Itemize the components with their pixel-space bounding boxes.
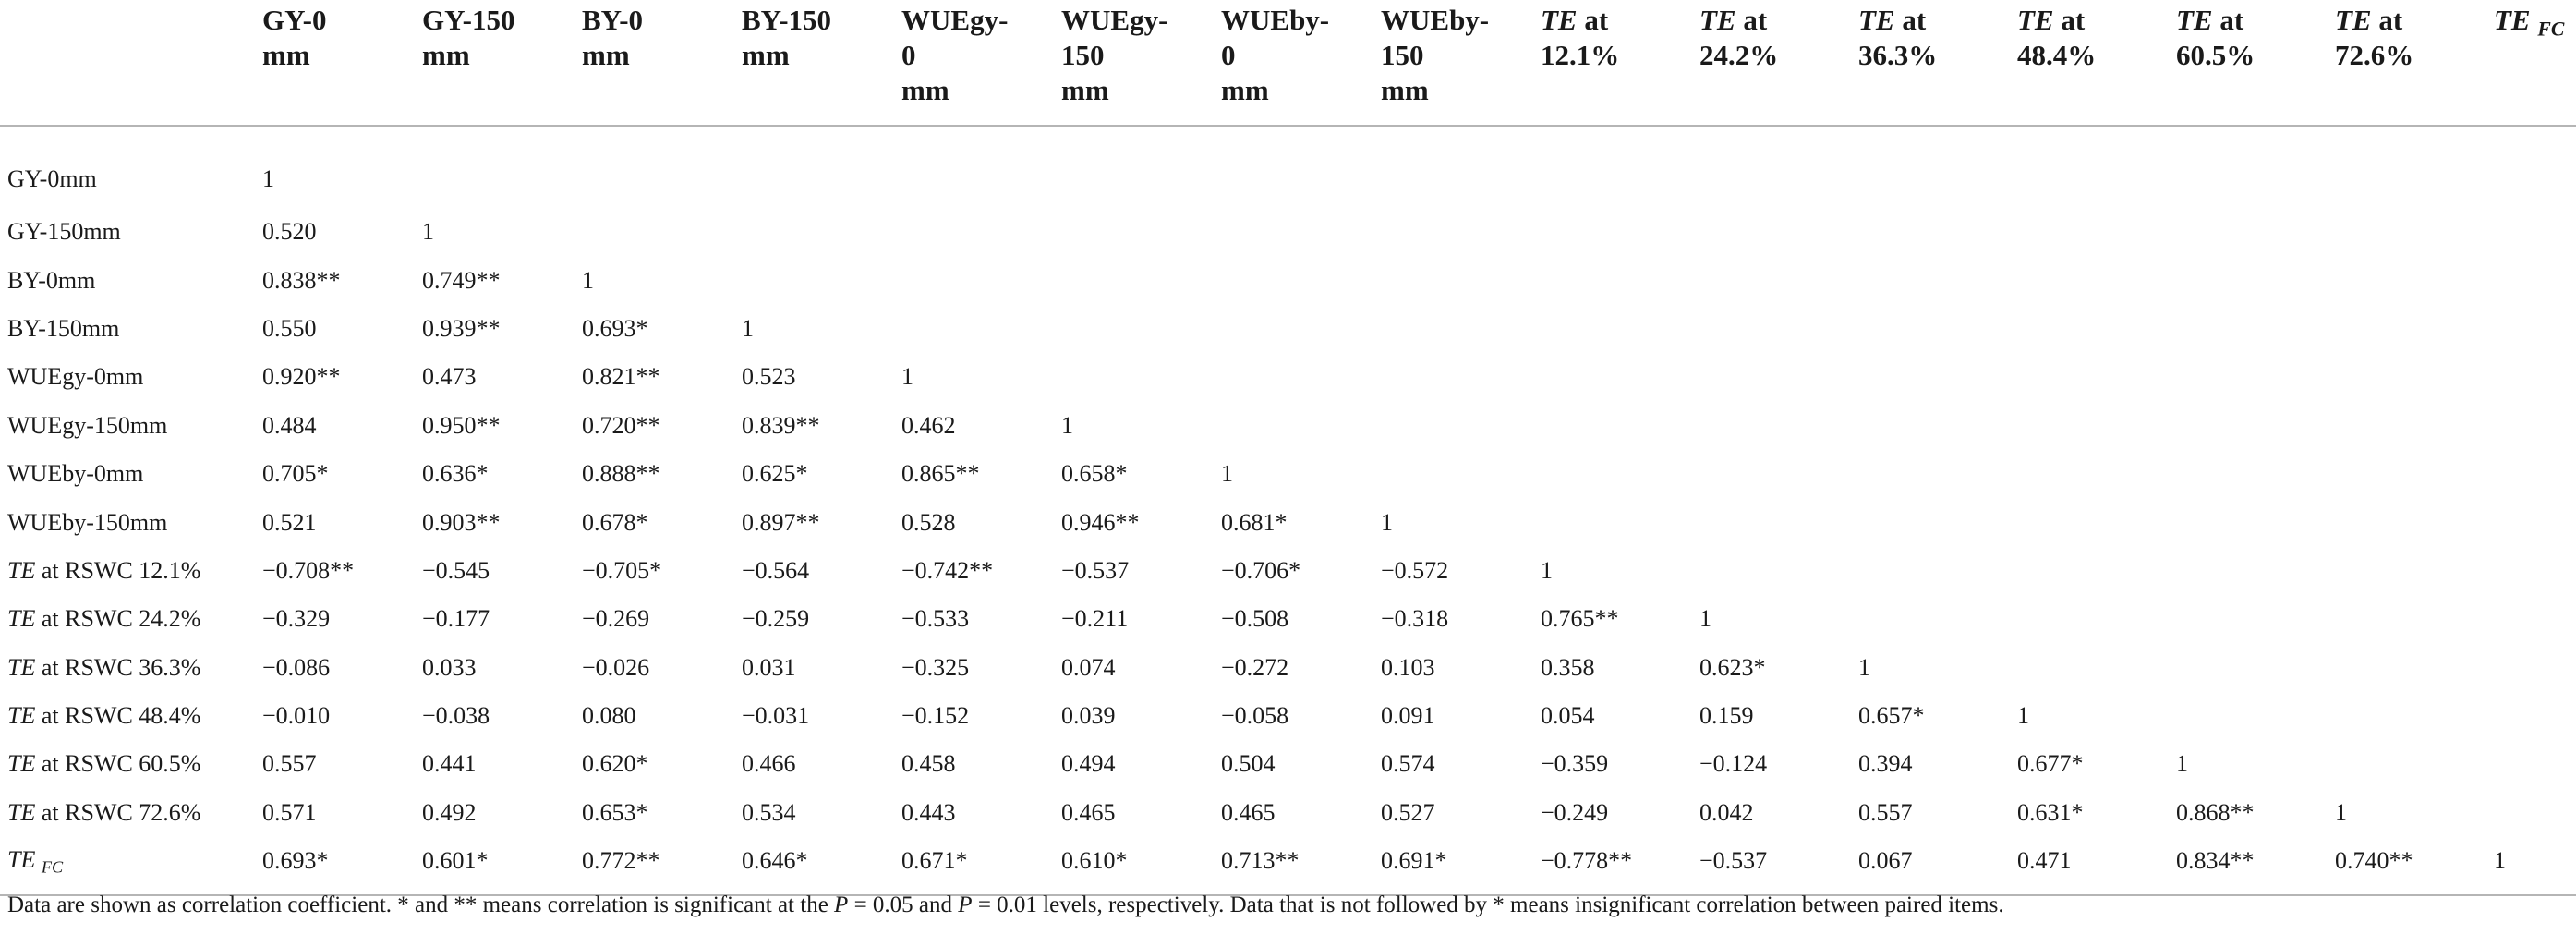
table-cell <box>1679 498 1838 546</box>
table-cell <box>2315 498 2473 546</box>
table-cell: 0.693* <box>262 847 329 875</box>
table-cell <box>1679 256 1838 304</box>
table-cell: 0.705* <box>262 460 329 488</box>
table-cell: 1 <box>742 314 754 342</box>
table-cell <box>1361 450 1520 498</box>
column-header: TE at 12.1% <box>1541 4 1620 71</box>
table-cell <box>2315 450 2473 498</box>
table-cell <box>721 126 881 208</box>
column-header: TE at 60.5% <box>2176 4 2256 71</box>
table-cell: 0.740** <box>2335 847 2413 875</box>
column-header: TE at 48.4% <box>2017 4 2097 71</box>
column-header: WUEgy- 150 mm <box>1061 4 1168 106</box>
table-cell <box>562 126 721 208</box>
table-cell <box>2156 208 2315 256</box>
table-cell <box>1520 402 1679 450</box>
table-cell: −0.705* <box>582 556 662 584</box>
row-label: TE $_{FC}$ <box>7 845 64 876</box>
table-cell: 0.920** <box>262 363 341 391</box>
table-cell: 1 <box>262 165 274 192</box>
table-cell <box>2473 450 2576 498</box>
table-cell: 0.821** <box>582 363 660 391</box>
table-cell: 0.897** <box>742 508 820 536</box>
table-cell: 0.091 <box>1381 702 1435 730</box>
table-cell <box>1997 256 2156 304</box>
row-label: WUEby-0mm <box>7 460 144 488</box>
table-cell: 0.571 <box>262 798 317 826</box>
table-cell <box>1997 450 2156 498</box>
table-cell: −0.211 <box>1061 605 1129 633</box>
table-cell: −0.325 <box>901 653 970 681</box>
row-label: GY-0mm <box>7 165 97 192</box>
table-cell: 0.534 <box>742 798 796 826</box>
table-cell: 0.950** <box>422 411 501 439</box>
table-cell: −0.058 <box>1221 702 1289 730</box>
table-cell: 0.865** <box>901 460 980 488</box>
table-cell: −0.124 <box>1699 750 1768 778</box>
table-cell <box>1997 402 2156 450</box>
table-cell: 1 <box>1221 460 1233 488</box>
table-footnote: Data are shown as correlation coefficient. * and ** means correlation is significant at the P = 0.05 and P = 0.01 levels, respectively. Data that is not followed by * means insignificant correlation between paired items. <box>7 892 2004 917</box>
table-cell <box>721 208 881 256</box>
table-cell: 0.443 <box>901 798 956 826</box>
table-body <box>0 126 2576 895</box>
table-cell <box>881 256 1041 304</box>
column-header: TE at 72.6% <box>2335 4 2414 71</box>
table-cell <box>2315 208 2473 256</box>
table-cell: 1 <box>1541 556 1553 584</box>
table-cell <box>1997 305 2156 353</box>
table-cell <box>1201 208 1361 256</box>
table-cell: 0.631* <box>2017 798 2084 826</box>
table-cell: −0.537 <box>1061 556 1130 584</box>
table-cell <box>1520 256 1679 304</box>
table-cell <box>1997 498 2156 546</box>
table-row <box>0 256 2576 304</box>
table-cell: −0.318 <box>1381 605 1449 633</box>
column-header: TE at 24.2% <box>1699 4 1779 71</box>
table-cell <box>2156 256 2315 304</box>
column-header: BY-150 mm <box>742 4 832 71</box>
table-cell: −0.177 <box>422 605 490 633</box>
table-cell: 1 <box>2494 847 2506 875</box>
table-cell: 0.466 <box>742 750 796 778</box>
table-cell: 0.521 <box>262 508 317 536</box>
column-header: GY-0 mm <box>262 4 327 71</box>
column-header: WUEby- 0 mm <box>1221 4 1330 106</box>
table-cell <box>1520 450 1679 498</box>
table-cell: 0.574 <box>1381 750 1435 778</box>
table-row <box>0 402 2576 450</box>
table-cell <box>1997 353 2156 401</box>
table-row <box>0 498 2576 546</box>
header-row <box>0 0 2576 126</box>
table-cell <box>2473 547 2576 595</box>
table-cell <box>1679 450 1838 498</box>
table-cell <box>2315 692 2473 740</box>
row-label: TE at RSWC 72.6% <box>7 798 201 826</box>
table-cell: 0.658* <box>1061 460 1128 488</box>
table-cell: 0.520 <box>262 218 317 246</box>
table-cell: 0.625* <box>742 460 808 488</box>
table-cell: 0.527 <box>1381 798 1435 826</box>
table-cell: 0.473 <box>422 363 477 391</box>
table-cell: −0.706* <box>1221 556 1301 584</box>
table-cell <box>881 126 1041 208</box>
table-cell: −0.778** <box>1541 847 1633 875</box>
table-cell: 0.159 <box>1699 702 1754 730</box>
table-cell <box>1997 126 2156 208</box>
table-row <box>0 305 2576 353</box>
table-cell: 0.031 <box>742 653 796 681</box>
table-cell: 0.054 <box>1541 702 1595 730</box>
table-cell: 1 <box>2335 798 2347 826</box>
table-cell <box>2156 402 2315 450</box>
table-cell <box>2473 789 2576 837</box>
table-cell <box>2473 498 2576 546</box>
table-cell <box>2473 402 2576 450</box>
table-cell: 0.039 <box>1061 702 1116 730</box>
table-cell: 0.671* <box>901 847 968 875</box>
row-label: TE at RSWC 24.2% <box>7 605 201 633</box>
table-cell <box>1997 208 2156 256</box>
table-cell: 0.765** <box>1541 605 1619 633</box>
table-cell <box>1997 644 2156 692</box>
table-cell: 0.033 <box>422 653 477 681</box>
row-label: TE at RSWC 60.5% <box>7 750 201 778</box>
table-cell <box>1041 305 1201 353</box>
table-cell: 0.080 <box>582 702 636 730</box>
table-cell <box>2315 644 2473 692</box>
table-cell <box>2473 353 2576 401</box>
table-cell: −0.508 <box>1221 605 1289 633</box>
table-cell: 0.465 <box>1061 798 1116 826</box>
table-cell <box>2156 450 2315 498</box>
table-row <box>0 692 2576 740</box>
table-row <box>0 450 2576 498</box>
table-cell: 0.550 <box>262 314 317 342</box>
table-row <box>0 595 2576 643</box>
table-cell <box>2473 644 2576 692</box>
table-cell: 0.523 <box>742 363 796 391</box>
table-cell <box>2315 595 2473 643</box>
table-cell: 1 <box>582 266 594 294</box>
table-cell <box>2156 692 2315 740</box>
table-cell: 0.610* <box>1061 847 1128 875</box>
row-label: TE at RSWC 12.1% <box>7 556 201 584</box>
table-cell <box>2473 740 2576 788</box>
table-cell <box>1838 256 1997 304</box>
table-cell: 1 <box>1381 508 1393 536</box>
table-cell <box>1838 498 1997 546</box>
table-cell: 0.681* <box>1221 508 1288 536</box>
table-row <box>0 353 2576 401</box>
table-cell: −0.329 <box>262 605 331 633</box>
table-cell: −0.537 <box>1699 847 1768 875</box>
table-cell: 0.620* <box>582 750 648 778</box>
table-cell: 0.653* <box>582 798 648 826</box>
table-cell <box>2315 402 2473 450</box>
table-cell <box>1201 402 1361 450</box>
header-corner <box>0 0 242 126</box>
table-cell <box>2156 547 2315 595</box>
table-cell: 0.484 <box>262 411 317 439</box>
table-cell <box>1838 402 1997 450</box>
table-cell <box>1201 126 1361 208</box>
table-cell: 0.839** <box>742 411 820 439</box>
table-cell <box>1361 126 1520 208</box>
table-cell: 0.528 <box>901 508 956 536</box>
table-cell: −0.533 <box>901 605 970 633</box>
table-cell <box>721 256 881 304</box>
table-cell: 0.838** <box>262 266 341 294</box>
column-header: WUEgy- 0 mm <box>901 4 1009 106</box>
table-cell <box>1520 126 1679 208</box>
table-cell: 0.713** <box>1221 847 1300 875</box>
table-cell <box>2315 547 2473 595</box>
row-label: TE at RSWC 48.4% <box>7 702 201 730</box>
table-header <box>0 0 2576 126</box>
table-cell: 0.358 <box>1541 653 1595 681</box>
table-row <box>0 547 2576 595</box>
table-cell <box>1041 353 1201 401</box>
table-row <box>0 126 2576 208</box>
table-cell <box>1838 305 1997 353</box>
column-header: TE at 36.3% <box>1858 4 1938 71</box>
table-cell <box>2473 305 2576 353</box>
table-cell <box>2315 353 2473 401</box>
table-cell <box>2473 692 2576 740</box>
table-cell: 0.441 <box>422 750 477 778</box>
table-cell: 1 <box>1699 605 1711 633</box>
table-cell <box>1361 353 1520 401</box>
table-cell <box>1997 595 2156 643</box>
table-cell <box>2156 595 2315 643</box>
table-cell <box>562 208 721 256</box>
table-cell: 0.868** <box>2176 798 2255 826</box>
table-cell: 0.720** <box>582 411 660 439</box>
table-cell <box>1361 208 1520 256</box>
table-row <box>0 740 2576 788</box>
table-cell: −0.086 <box>262 653 331 681</box>
table-cell: 0.772** <box>582 847 660 875</box>
table-cell: 0.074 <box>1061 653 1116 681</box>
table-cell <box>1361 305 1520 353</box>
table-cell: 0.946** <box>1061 508 1140 536</box>
table-cell <box>1041 208 1201 256</box>
table-cell <box>1679 353 1838 401</box>
column-header: WUEby- 150 mm <box>1381 4 1490 106</box>
table-cell: 1 <box>901 363 913 391</box>
table-cell <box>2473 208 2576 256</box>
table-cell: 0.494 <box>1061 750 1116 778</box>
table-cell <box>1041 126 1201 208</box>
table-cell: 1 <box>2017 702 2029 730</box>
table-cell <box>1679 402 1838 450</box>
table-cell: 0.834** <box>2176 847 2255 875</box>
table-cell: 0.636* <box>422 460 489 488</box>
table-cell: 0.504 <box>1221 750 1276 778</box>
table-cell: −0.038 <box>422 702 490 730</box>
table-cell: 1 <box>1858 653 1870 681</box>
table-cell: −0.152 <box>901 702 970 730</box>
table-cell <box>402 126 562 208</box>
table-cell: −0.564 <box>742 556 810 584</box>
table-cell: −0.269 <box>582 605 650 633</box>
table-cell: 0.557 <box>262 750 317 778</box>
table-cell: 0.623* <box>1699 653 1766 681</box>
table-cell <box>1838 353 1997 401</box>
table-cell <box>2156 353 2315 401</box>
table-cell <box>1201 353 1361 401</box>
table-cell: −0.272 <box>1221 653 1289 681</box>
table-row <box>0 208 2576 256</box>
column-header: TE $_{FC}$ <box>2494 4 2565 41</box>
table-cell <box>1838 126 1997 208</box>
table-cell <box>881 305 1041 353</box>
row-label: BY-0mm <box>7 266 96 294</box>
table-cell <box>1679 208 1838 256</box>
table-cell: 0.067 <box>1858 847 1913 875</box>
table-cell: 0.646* <box>742 847 808 875</box>
table-cell <box>1838 595 1997 643</box>
table-cell: 0.749** <box>422 266 501 294</box>
table-cell: −0.359 <box>1541 750 1609 778</box>
column-header: BY-0 mm <box>582 4 644 71</box>
table-cell: 0.465 <box>1221 798 1276 826</box>
table-cell: 1 <box>422 218 434 246</box>
row-label: BY-150mm <box>7 314 120 342</box>
table-cell <box>2315 126 2473 208</box>
table-cell <box>2315 740 2473 788</box>
row-label: TE at RSWC 36.3% <box>7 653 201 681</box>
table-cell <box>1838 450 1997 498</box>
table-cell: −0.708** <box>262 556 355 584</box>
table-cell <box>1838 208 1997 256</box>
table-cell: 0.691* <box>1381 847 1447 875</box>
table-cell <box>2156 305 2315 353</box>
row-label: WUEgy-150mm <box>7 411 168 439</box>
table-cell <box>1679 126 1838 208</box>
table-cell: −0.259 <box>742 605 810 633</box>
table-cell: −0.742** <box>901 556 994 584</box>
table-cell <box>2473 256 2576 304</box>
table-cell <box>881 208 1041 256</box>
table-cell <box>1520 353 1679 401</box>
table-cell: −0.249 <box>1541 798 1609 826</box>
table-cell: 1 <box>2176 750 2188 778</box>
table-cell: 0.601* <box>422 847 489 875</box>
table-cell <box>1520 305 1679 353</box>
table-cell <box>1201 305 1361 353</box>
table-cell <box>1997 547 2156 595</box>
table-cell <box>1361 256 1520 304</box>
table-row <box>0 644 2576 692</box>
table-cell <box>1520 208 1679 256</box>
table-cell: 0.394 <box>1858 750 1913 778</box>
table-cell <box>2315 305 2473 353</box>
table-cell <box>1041 256 1201 304</box>
table-cell <box>2156 644 2315 692</box>
table-cell: −0.010 <box>262 702 331 730</box>
table-cell <box>2473 126 2576 208</box>
table-cell: 0.103 <box>1381 653 1435 681</box>
table-cell <box>1201 256 1361 304</box>
table-cell <box>1361 402 1520 450</box>
table-cell: −0.026 <box>582 653 650 681</box>
table-cell <box>1679 547 1838 595</box>
table-cell: 0.693* <box>582 314 648 342</box>
table-cell: 0.471 <box>2017 847 2072 875</box>
table-cell <box>2156 126 2315 208</box>
column-header: GY-150 mm <box>422 4 515 71</box>
table-row <box>0 837 2576 895</box>
table-cell <box>1679 305 1838 353</box>
table-cell: −0.572 <box>1381 556 1449 584</box>
table-cell: 0.458 <box>901 750 956 778</box>
table-cell: 0.657* <box>1858 702 1925 730</box>
row-label: WUEby-150mm <box>7 508 168 536</box>
table-cell: −0.545 <box>422 556 490 584</box>
table-cell: 0.888** <box>582 460 660 488</box>
table-cell <box>1520 498 1679 546</box>
table-cell: 1 <box>1061 411 1073 439</box>
table-cell: 0.042 <box>1699 798 1754 826</box>
row-label: WUEgy-0mm <box>7 363 144 391</box>
table-cell: 0.462 <box>901 411 956 439</box>
table-cell: 0.557 <box>1858 798 1913 826</box>
table-cell: 0.492 <box>422 798 477 826</box>
row-label: GY-150mm <box>7 218 121 246</box>
table-cell: 0.677* <box>2017 750 2084 778</box>
table-cell: 0.678* <box>582 508 648 536</box>
table-cell: 0.939** <box>422 314 501 342</box>
table-cell <box>2315 256 2473 304</box>
table-cell: 0.903** <box>422 508 501 536</box>
table-cell <box>2473 595 2576 643</box>
table-cell <box>2156 498 2315 546</box>
table-row <box>0 789 2576 837</box>
table-cell <box>1838 547 1997 595</box>
table-cell: −0.031 <box>742 702 810 730</box>
